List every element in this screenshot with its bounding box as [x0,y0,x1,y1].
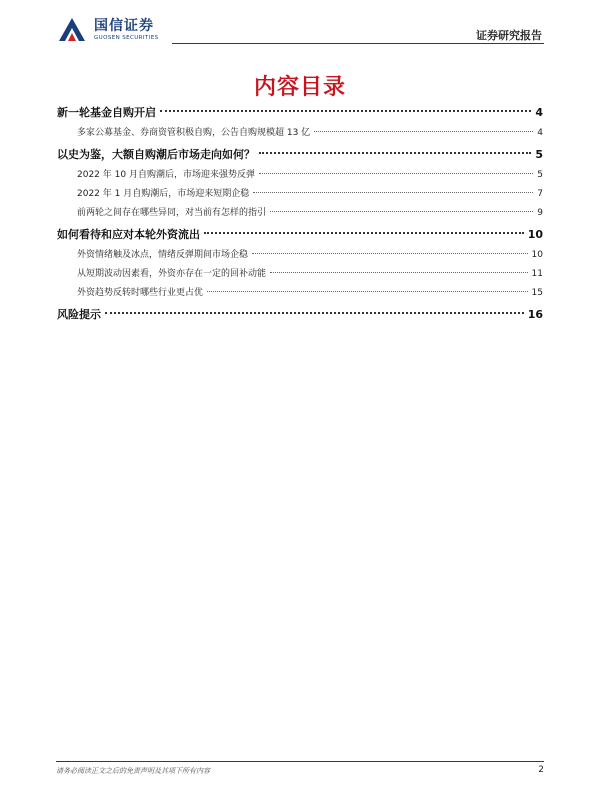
toc-dot-leader [204,232,524,234]
toc-dot-leader [259,152,531,154]
toc-entry-page: 4 [535,106,543,119]
toc-entry-page: 9 [537,208,543,218]
toc-subsection-entry[interactable] [57,185,543,204]
toc-entry-page: 15 [531,288,543,298]
toc-dot-leader [253,192,533,193]
toc-entry-page: 5 [535,148,543,161]
guosen-logo-icon [56,14,88,46]
toc-entry-title: 2022 年 1 月自购潮后，市场迎来短期企稳 [77,189,250,199]
toc-dot-leader [270,211,533,212]
toc-entry-page: 10 [531,250,543,260]
toc-dot-leader [252,253,528,254]
footer-divider [56,761,544,762]
toc-entry-title: 风险提示 [57,308,101,321]
page-title: 内容目录 [253,75,346,100]
toc-subsection-entry[interactable] [57,124,543,143]
toc-dot-leader [259,173,533,174]
table-of-contents [57,101,543,326]
company-logo [56,14,186,48]
toc-entry-page: 5 [537,170,543,180]
toc-dot-leader [207,291,528,292]
toc-section-entry[interactable] [57,303,543,326]
toc-entry-title: 从短期波动因素看，外资亦存在一定的回补动能 [77,269,267,279]
page-header [0,0,600,50]
toc-dot-leader [160,110,531,112]
toc-entry-page: 4 [537,128,543,138]
report-type-label: 证券研究报告 [476,29,542,42]
logo-text-cn: 国信证券 [94,18,154,34]
logo-text-en: GUOSEN SECURITIES [94,35,159,41]
toc-entry-page: 7 [537,189,543,199]
toc-entry-title: 如何看待和应对本轮外资流出 [57,228,200,241]
toc-entry-title: 外资情绪触及冰点，情绪反弹期间市场企稳 [77,250,249,260]
toc-entry-page: 16 [527,308,543,321]
toc-entry-title: 以史为鉴，大额自购潮后市场走向如何？ [57,148,255,161]
toc-subsection-entry[interactable] [57,284,543,303]
toc-entry-page: 11 [531,269,543,279]
toc-dot-leader [105,312,524,314]
header-divider [172,43,544,44]
toc-entry-title: 新一轮基金自购开启 [57,106,156,119]
toc-dot-leader [270,272,528,273]
toc-subsection-entry[interactable] [57,166,543,185]
toc-entry-title: 多家公募基金、券商资管积极自购，公告自购规模超 13 亿 [77,128,311,138]
page-number: 2 [538,765,544,775]
toc-entry-title: 外资趋势反转时哪些行业更占优 [77,288,204,298]
toc-section-entry[interactable] [57,143,543,166]
toc-subsection-entry[interactable] [57,204,543,223]
toc-dot-leader [314,131,533,132]
toc-entry-page: 10 [527,228,543,241]
toc-section-entry[interactable] [57,101,543,124]
toc-entry-title: 前两轮之间存在哪些异同，对当前有怎样的指引 [77,208,267,218]
toc-entry-title: 2022 年 10 月自购潮后，市场迎来强势反弹 [77,170,255,180]
toc-section-entry[interactable] [57,223,543,246]
toc-subsection-entry[interactable] [57,265,543,284]
toc-subsection-entry[interactable] [57,246,543,265]
footer-disclaimer: 请务必阅读正文之后的免责声明及其项下所有内容 [56,767,210,775]
